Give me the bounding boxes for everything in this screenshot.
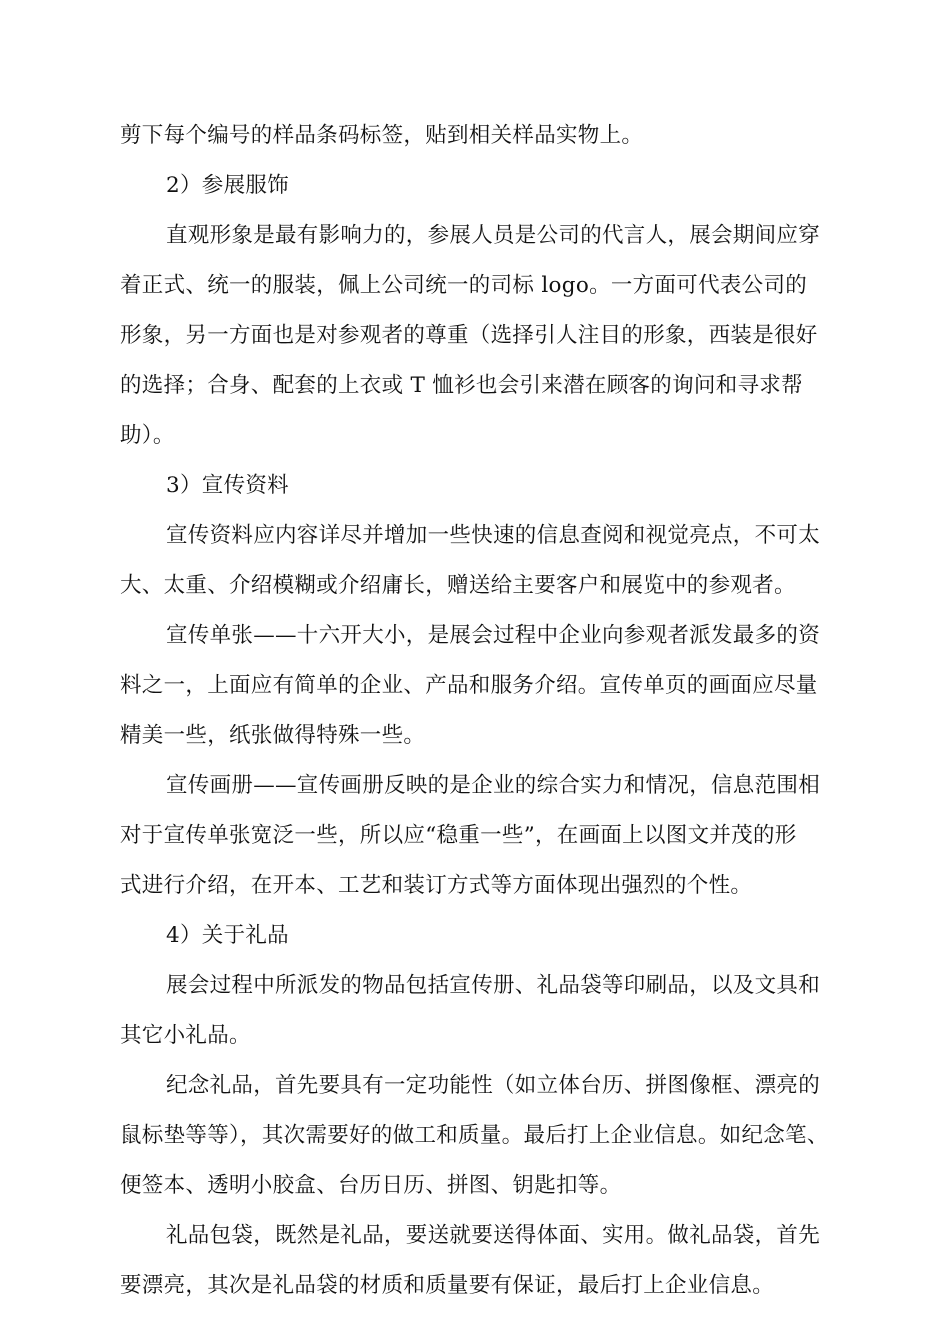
paragraph-line: 大、太重、介绍模糊或介绍庸长，赠送给主要客户和展览中的参观者。 (120, 573, 796, 598)
paragraph-line: 助）。 (120, 423, 175, 448)
paragraph-line: 直观形象是最有影响力的，参展人员是公司的代言人，展会期间应穿 (166, 223, 821, 248)
paragraph-line: 其它小礼品。 (120, 1023, 251, 1048)
section-heading-attire: 2）参展服饰 (166, 173, 289, 198)
section-heading-gifts: 4）关于礼品 (166, 923, 289, 948)
paragraph-line: 便签本、透明小胶盒、台历日历、拼图、钥匙扣等。 (120, 1173, 622, 1198)
paragraph-line: 鼠标垫等等），其次需要好的做工和质量。最后打上企业信息。如纪念笔、 (120, 1123, 829, 1148)
paragraph-line: 要漂亮，其次是礼品袋的材质和质量要有保证，最后打上企业信息。 (120, 1273, 775, 1298)
paragraph-line: 礼品包袋，既然是礼品，要送就要送得体面、实用。做礼品袋，首先 (166, 1223, 821, 1248)
paragraph-line: 宣传资料应内容详尽并增加一些快速的信息查阅和视觉亮点，不可太 (166, 523, 821, 548)
paragraph-line: 形象，另一方面也是对参观者的尊重（选择引人注目的形象，西装是很好 (120, 323, 818, 348)
paragraph-line: 式进行介绍，在开本、工艺和装订方式等方面体现出强烈的个性。 (120, 873, 753, 898)
paragraph-line: 的选择；合身、配套的上衣或 T 恤衫也会引来潜在顾客的询问和寻求帮 (120, 373, 803, 398)
paragraph-line: 宣传单张——十六开大小，是展会过程中企业向参观者派发最多的资 (166, 623, 821, 648)
paragraph-line: 剪下每个编号的样品条码标签，贴到相关样品实物上。 (120, 123, 644, 148)
paragraph-line: 宣传画册——宣传画册反映的是企业的综合实力和情况，信息范围相 (166, 773, 821, 798)
paragraph-line: 对于宣传单张宽泛一些，所以应“稳重一些”，在画面上以图文并茂的形 (120, 823, 797, 848)
paragraph-line: 纪念礼品，首先要具有一定功能性（如立体台历、拼图像框、漂亮的 (166, 1073, 821, 1098)
paragraph-line: 精美一些，纸张做得特殊一些。 (120, 723, 426, 748)
paragraph-line: 展会过程中所派发的物品包括宣传册、礼品袋等印刷品，以及文具和 (166, 973, 821, 998)
section-heading-materials: 3）宣传资料 (166, 473, 289, 498)
paragraph-line: 料之一，上面应有简单的企业、产品和服务介绍。宣传单页的画面应尽量 (120, 673, 818, 698)
paragraph-line: 着正式、统一的服装，佩上公司统一的司标 logo。一方面可代表公司的 (120, 273, 808, 298)
